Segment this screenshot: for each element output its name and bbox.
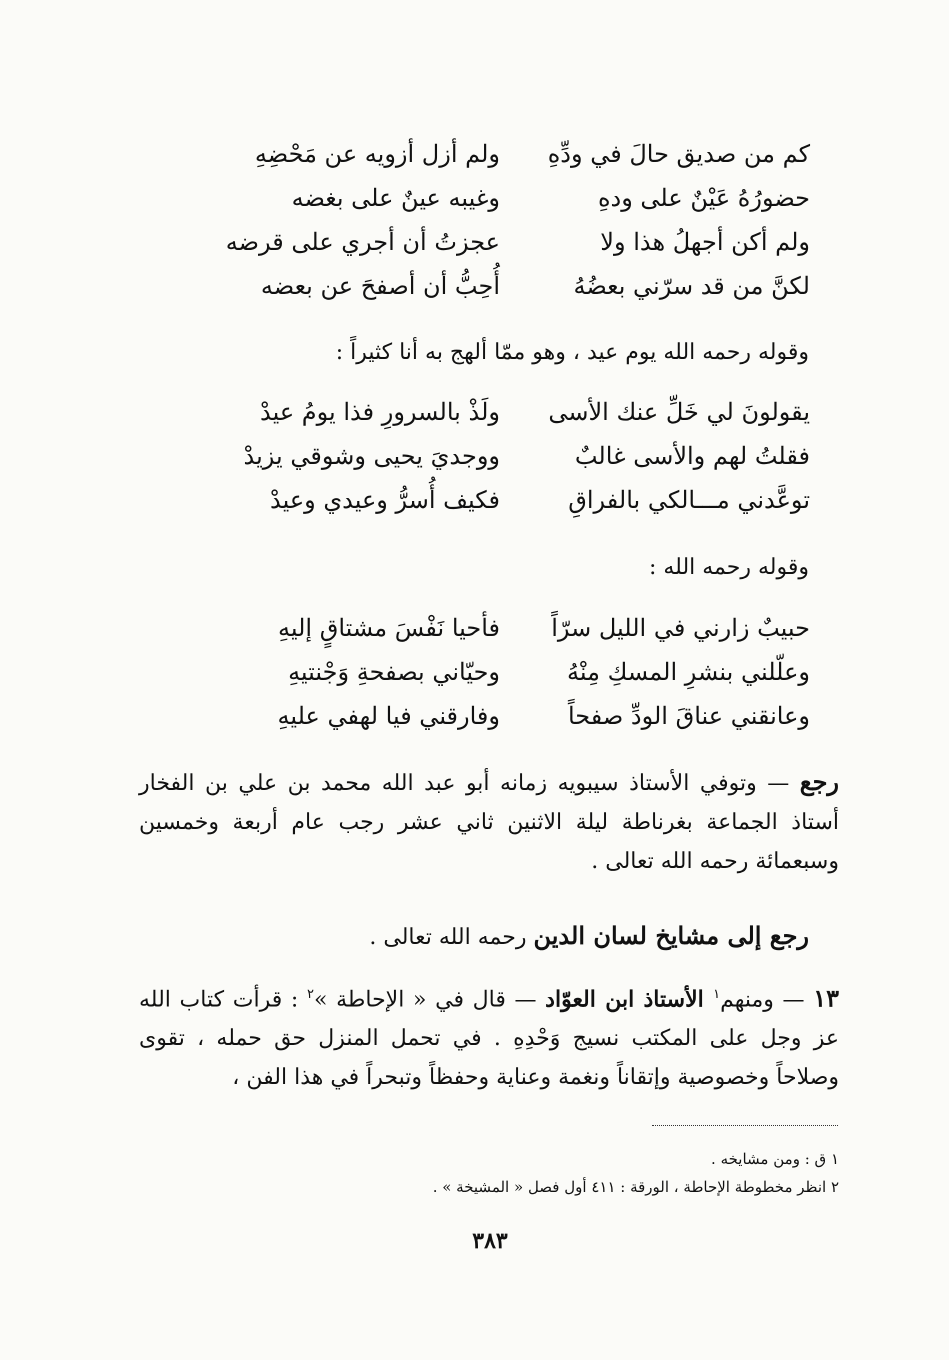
poem-block-2	[230, 390, 810, 522]
verse-second-hemistich: أُحِبُّ أن أصفحَ عن بعضه	[260, 272, 500, 300]
intro-line-2: وقوله رحمه الله يوم عيد ، وهو ممّا ألهج به أنا كثيراً :	[335, 340, 809, 365]
poem-block-3	[230, 606, 810, 738]
intro-line-3: وقوله رحمه الله :	[648, 555, 809, 580]
footnotes	[139, 1145, 839, 1201]
poem-block-1	[225, 132, 810, 308]
verse-first-hemistich: لكنَّ من قد سرّني بعضُهُ	[573, 272, 810, 300]
verse-second-hemistich: ووجديَ يحيى وشوقي يزيدْ	[243, 442, 500, 470]
verse-second-hemistich: وغيبه عينٌ على بغضه	[291, 184, 500, 212]
verse-second-hemistich: وحيّاني بصفحةِ وَجْنتيهِ	[288, 658, 500, 686]
footnote-1: ١ ق : ومن مشايخه .	[711, 1150, 839, 1168]
footnote-ref-1: ١	[713, 987, 721, 1002]
section-heading	[139, 916, 809, 958]
verse-first-hemistich: ولم أكن أجهلُ هذا ولا	[600, 228, 810, 256]
para-lead-word: رجع	[799, 767, 839, 796]
verse	[230, 434, 810, 478]
heading-rest: رحمه الله تعالى .	[369, 925, 534, 950]
verse	[230, 606, 810, 650]
verse	[225, 220, 810, 264]
footnote-ref-2: ٢	[306, 987, 314, 1002]
verse	[230, 694, 810, 738]
verse-second-hemistich: ولم أزل أزويه عن مَحْضِهِ	[254, 140, 500, 168]
heading-bold: رجع إلى مشايخ لسان الدين	[533, 921, 809, 950]
verse-second-hemistich: وفارقني فيا لهفي عليهِ	[277, 702, 500, 730]
verse-first-hemistich: فقلتُ لهم والأسى غالبٌ	[574, 442, 810, 470]
verse-first-hemistich: وعلّلني بنشرِ المسكِ مِنْهُ	[567, 658, 810, 686]
entry-number: ١٣	[813, 983, 839, 1013]
verse	[230, 650, 810, 694]
entry-body: : قرأت كتاب الله عز وجل على المكتب نسيج وَحْدِهِ . في تحمل المنزل حق حمله ، تقوى وصلاحاً وخصوصية وإتقاناً ونغمة وعناية وحفظاً وتبحراً في هذا الفن ،	[139, 987, 839, 1091]
page-number: ٣٨٣	[472, 1228, 508, 1254]
footnote-2: ٢ انظر مخطوطة الإحاطة ، الورقة : ٤١١ أول فصل « المشيخة » .	[432, 1178, 839, 1196]
verse	[230, 478, 810, 522]
verse	[230, 264, 810, 308]
verse-first-hemistich: كم من صديق حالَ في ودِّهِ	[547, 140, 810, 168]
paragraph-death-notice	[139, 762, 839, 881]
verse-first-hemistich: حضورُهُ عَيْنٌ على ودهِ	[597, 184, 810, 212]
verse-second-hemistich: ولَذْ بالسرورِ فذا يومُ عيدْ	[260, 398, 500, 426]
verse-first-hemistich: حبيبٌ زارني في الليل سرّاً	[551, 614, 810, 642]
footnote-divider	[652, 1125, 838, 1126]
entry-pre: — ومنهم	[720, 987, 814, 1013]
verse-second-hemistich: فكيف أُسرُّ وعيدي وعيدْ	[269, 486, 500, 514]
entry-name: الأستاذ ابن العوّاد	[545, 986, 714, 1013]
verse-second-hemistich: عجزتُ أن أجري على قرضه	[225, 228, 500, 256]
verse-first-hemistich: توعَّدني مـــالكي بالفراقِ	[568, 486, 810, 514]
entry-mid: — قال في « الإحاطة »	[313, 987, 546, 1013]
verse-second-hemistich: فأحيا نَفْسَ مشتاقٍ إليهِ	[277, 614, 500, 642]
verse	[230, 132, 810, 176]
verse-first-hemistich: وعانقني عناقَ الودِّ صفحاً	[567, 702, 810, 730]
verse-first-hemistich: يقولونَ لي خَلِّ عنك الأسى	[548, 398, 810, 426]
verse	[230, 176, 810, 220]
verse	[230, 390, 810, 434]
para-body: — وتوفي الأستاذ سيبويه زمانه أبو عبد الله محمد بن علي بن الفخار أستاذ الجماعة بغرناطة ليلة الاثنين ثاني عشر رجب عام أربعة وخمسين وسبعمائة رحمه الله تعالى .	[139, 771, 839, 874]
paragraph-entry-13	[139, 975, 839, 1097]
